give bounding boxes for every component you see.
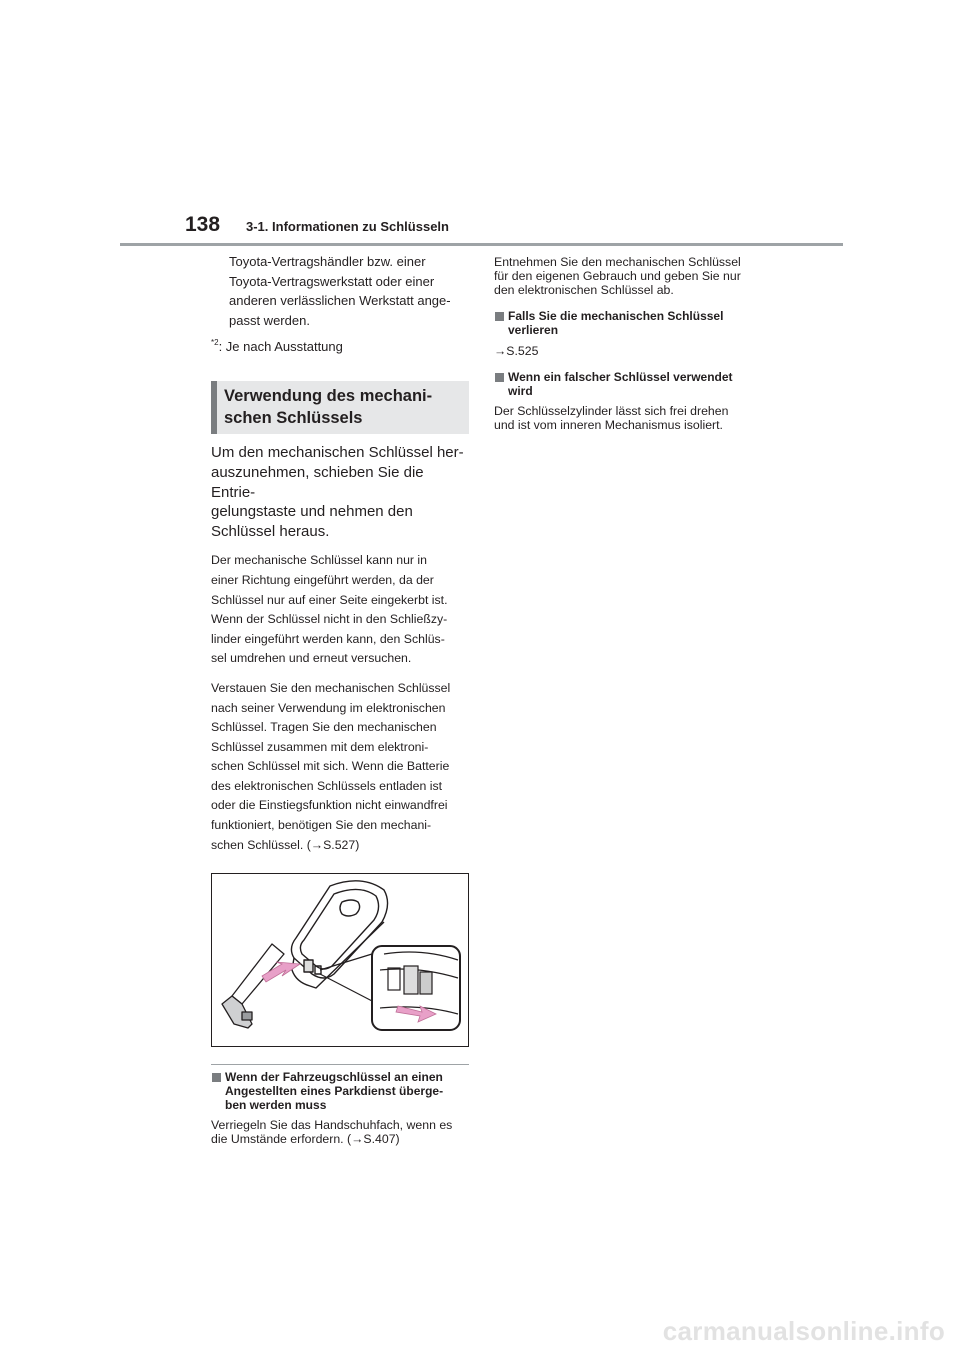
square-bullet-icon [495, 373, 504, 382]
wrong-key-body: Der Schlüsselzylinder lässt sich frei drehen und ist vom inneren Mechanismus isoliert. [494, 404, 729, 432]
square-bullet-icon [212, 1073, 221, 1082]
continued-paragraph: Toyota-Vertragshändler bzw. einer Toyota-Vertragswerkstatt oder einer anderen verlässlichen Werkstatt ange- passt werden. [229, 254, 451, 328]
subheading-lost-keys: Falls Sie die mechanischen Schlüssel verlieren [494, 309, 756, 337]
valet-body: Verriegeln Sie das Handschuhfach, wenn es die Umstände erfordern. (→S.407) [211, 1118, 453, 1147]
subsection-rule [211, 1064, 469, 1065]
xref-link[interactable]: →S.525 [494, 344, 539, 358]
subheading-valet: Wenn der Fahrzeugschlüssel an einen Angestellten eines Parkdienst überge- ben werden muss [211, 1070, 469, 1112]
key-illustration [211, 873, 469, 1047]
square-bullet-icon [495, 312, 504, 321]
valet-continued: Entnehmen Sie den mechanischen Schlüssel für den eigenen Gebrauch und geben Sie nur den elektronischen Schlüssel ab. [494, 255, 741, 297]
watermark: carmanualsonline.info [662, 1316, 945, 1346]
page-number: 138 [185, 213, 221, 236]
footnote: $^{*2}$: Je nach Ausstattung [211, 338, 343, 355]
subheading-wrong-key: Wenn ein falscher Schlüssel verwendet wird [494, 370, 756, 398]
xref-link[interactable]: die Umstände erfordern. (→S.407) [211, 1132, 400, 1147]
key-drawing [212, 874, 468, 1046]
key-storage-paragraph: Verstauen Sie den mechanischen Schlüssel nach seiner Verwendung im elektronischen Schlüssel. Tragen Sie den mechanischen Schlüssel zusammen mit dem elektroni- schen Schlüssel mit sich. Wenn die Batterie des elektronischen Schlüssels entladen ist oder die Einstiegsfunktion nicht einwandfrei funktioniert, benötigen Sie den mechani- schen Schlüssel. (→S.527) [211, 680, 451, 852]
section-heading-box [211, 381, 469, 434]
key-insertion-paragraph: Der mechanische Schlüssel kann nur in einer Richtung eingeführt werden, da der Schlüssel nur auf einer Seite eingekerbt ist. Wenn der Schlüssel nicht in den Schließzy- linder eingeführt werden kann, den Schlüs- sel umdrehen und erneut versuchen. [211, 553, 448, 666]
section-title: Verwendung des mechani- schen Schlüssels [224, 387, 433, 428]
header-rule [120, 243, 843, 246]
running-head: 3-1. Informationen zu Schlüsseln [246, 219, 449, 234]
right-column [494, 252, 756, 432]
xref-link[interactable]: schen Schlüssel. (→S.527) [211, 837, 360, 852]
left-column [211, 252, 469, 1146]
lead-instruction: Um den mechanischen Schlüssel her- auszunehmen, schieben Sie die Entrie- gelungstaste und nehmen den Schlüssel heraus. [211, 444, 464, 540]
